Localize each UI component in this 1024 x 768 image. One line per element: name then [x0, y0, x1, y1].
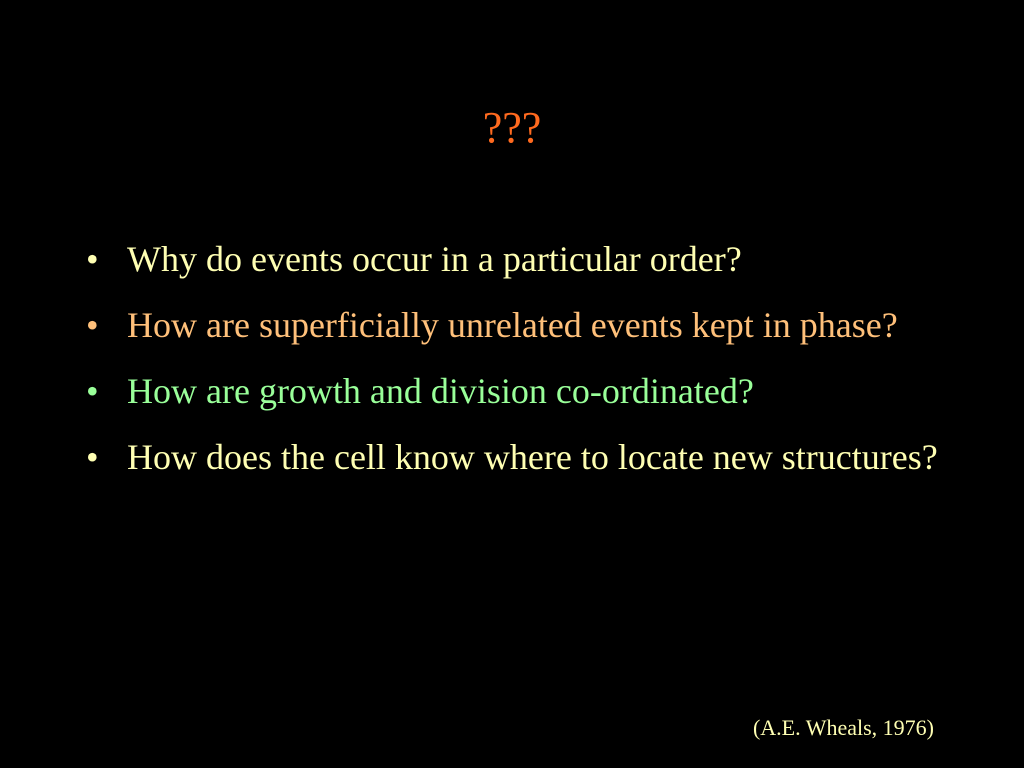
bullet-marker: •: [86, 437, 99, 477]
bullet-text: How does the cell know where to locate new structures?: [127, 437, 938, 477]
citation: (A.E. Wheals, 1976): [752, 715, 934, 740]
bullet-text: How are growth and division co-ordinated?: [127, 371, 754, 411]
bullet-item: [86, 430, 946, 484]
bullet-text: Why do events occur in a particular order?: [127, 239, 742, 279]
bullet-marker: •: [86, 371, 99, 411]
bullet-item: [86, 298, 946, 352]
bullet-marker: •: [86, 305, 99, 345]
bullet-text: How are superficially unrelated events kept in phase?: [127, 305, 898, 345]
bullet-marker: •: [86, 239, 99, 279]
slide-title: ???: [482, 103, 542, 152]
bullet-item: [86, 364, 946, 418]
bullet-item: [86, 232, 946, 286]
bullet-list: [86, 232, 946, 496]
